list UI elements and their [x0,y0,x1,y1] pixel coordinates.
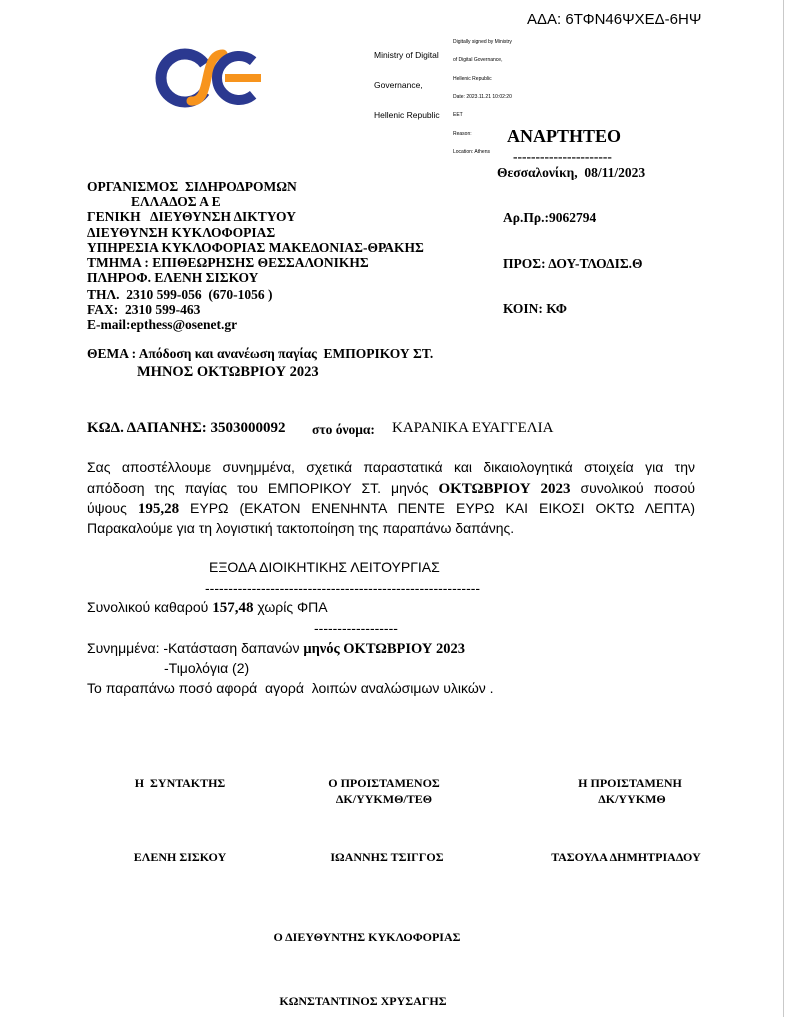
letter-text: ΕΥΡΩ (ΕΚΑΤΟΝ ΕΝΕΝΗΝΤΑ ΠΕΝΤΕ ΕΥΡΩ ΚΑΙ ΕΙΚΟΣΙ ΟΚΤΩ ΛΕΠΤΑ) [190,500,696,516]
signature-detail-line: of Digital Governance, [453,57,503,64]
digital-signature-details [453,27,512,167]
expense-code: ΚΩΔ. ΔΑΠΑΝΗΣ: 3503000092 [87,420,286,436]
sender-line: ΟΡΓΑΝΙΣΜΟΣ ΣΙΔΗΡΟΔΡΟΜΩΝ [87,179,297,194]
sender-phone: ΤΗΛ. 2310 599-056 (670-1056 ) [87,287,273,302]
letter-month-bold: ΟΚΤΩΒΡΙΟΥ 2023 [438,481,571,497]
sender-line: ΠΛΗΡΟΦ. ΕΛΕΝΗ ΣΙΣΚΟΥ [87,270,259,285]
expense-holder-name: ΚΑΡΑΝΙΚΑ ΕΥΑΓΓΕΛΙΑ [392,420,554,436]
expenses-section-rule: ----------------------------------------------------------- [205,580,481,596]
subject-line: ΘΕΜΑ : Απόδοση και ανανέωση παγίας ΕΜΠΟΡΙΚΟΥ ΣΤ. [87,346,434,361]
letter-amount-bold: 195,28 [137,501,180,517]
signatory-name: ΕΛΕΝΗ ΣΙΣΚΟΥ [133,850,227,864]
attachments-line [87,638,465,659]
protocol-number: Αρ.Πρ.:9062794 [503,210,597,225]
signatory-title: Ο ΠΡΟΙΣΤΑΜΕΝΟΣ [328,776,440,790]
signature-detail-line: EET [453,112,463,119]
letter-text: απόδοση της παγίας του ΕΜΠΟΡΙΚΟΥ ΣΤ. μηνός [87,480,429,496]
page-edge-divider [783,0,784,1017]
expenses-section-title: ΕΞΟΔΑ ΔΙΟΙΚΗΤΙΚΗΣ ΛΕΙΤΟΥΡΓΙΑΣ [209,559,440,575]
letter-text: ύψους [87,500,127,516]
signatory-title: Η ΣΥΝΤΑΚΤΗΣ [134,776,226,790]
place-date: Θεσσαλονίκη, 08/11/2023 [497,165,646,180]
sender-email: E-mail:epthess@osenet.gr [87,317,238,332]
posting-title: ΑΝΑΡΤΗΤΕΟ [507,126,622,146]
ose-logo [155,45,263,109]
letter-line [87,498,695,519]
net-total-value: 157,48 [212,600,254,616]
sender-fax: FAX: 2310 599-463 [87,302,201,317]
signature-detail-line: Hellenic Republic [453,75,492,82]
attachments-period: μηνός ΟΚΤΩΒΡΙΟΥ 2023 [303,641,466,657]
signature-detail-line: Reason: [453,130,472,137]
subject-month: ΜΗΝΟΣ ΟΚΤΩΒΡΙΟΥ 2023 [137,364,319,380]
signatory-unit: ΔΚ/ΥΥΚΜΘ/ΤΕΘ [335,792,433,806]
attachments-label: Συνημμένα: -Κατάσταση δαπανών [87,640,300,656]
posting-rule: ---------------------- [513,149,612,164]
digital-signer [374,30,440,140]
logo-e-bar [225,74,261,82]
signer-line: Hellenic Republic [374,110,440,120]
attachments-invoices: -Τιμολόγια (2) [164,660,250,676]
signer-line: Ministry of Digital [374,50,439,60]
net-total-suffix: χωρίς ΦΠΑ [257,599,328,615]
letter-line: Σας αποστέλλουμε συνημμένα, σχετικά παραστατικά και δικαιολογητικά στοιχεία για την [87,459,695,475]
signature-detail-line: Date: 2023.11.21 10:02:20 [453,94,512,101]
director-name: ΚΩΝΣΤΑΝΤΙΝΟΣ ΧΡΥΣΑΓΗΣ [279,994,447,1008]
director-title: Ο ΔΙΕΥΘΥΝΤΗΣ ΚΥΚΛΟΦΟΡΙΑΣ [273,930,461,944]
letter-line: Παρακαλούμε για τη λογιστική τακτοποίηση της παραπάνω δαπάνης. [87,520,515,536]
sender-line: ΤΜΗΜΑ : ΕΠΙΘΕΩΡΗΣΗΣ ΘΕΣΣΑΛΟΝΙΚΗΣ [87,255,369,270]
recipient: ΠΡΟΣ: ΔΟΥ-ΤΛΟΔΙΣ.Θ [503,256,643,271]
signature-detail-line: Location: Athens [453,148,490,155]
expense-note: Το παραπάνω ποσό αφορά αγορά λοιπών αναλώσιμων υλικών . [87,680,494,696]
signatory-name: ΤΑΣΟΥΛΑ ΔΗΜΗΤΡΙΑΔΟΥ [551,850,701,864]
signature-detail-line: Digitally signed by Ministry [453,39,512,46]
short-rule: ------------------ [314,620,398,636]
expense-name-label: στο όνομα: [312,422,375,437]
ada-code: ΑΔΑ: 6ΤΦΝ46ΨΧΕΔ-6ΗΨ [527,11,702,28]
signatory-unit: ΔΚ/ΥΥΚΜΘ [598,792,666,806]
sender-line: ΕΛΛΑΔΟΣ Α Ε [131,194,221,209]
signatory-name: ΙΩΑΝΝΗΣ ΤΣΙΓΓΟΣ [330,850,444,864]
signer-line: Governance, [374,80,423,90]
net-total-line [87,597,328,618]
cc-recipient: ΚΟΙΝ: ΚΦ [503,301,567,316]
sender-line: ΓΕΝΙΚΗ ΔΙΕΥΘΥΝΣΗ ΔΙΚΤΥΟΥ [87,209,296,224]
signatory-title: Η ΠΡΟΙΣΤΑΜΕΝΗ [578,776,682,790]
sender-line: ΔΙΕΥΘΥΝΣΗ ΚΥΚΛΟΦΟΡΙΑΣ [87,225,276,240]
letter-line [87,478,695,499]
letter-text: συνολικού ποσού [580,480,696,496]
sender-line: ΥΠΗΡΕΣΙΑ ΚΥΚΛΟΦΟΡΙΑΣ ΜΑΚΕΔΟΝΙΑΣ-ΘΡΑΚΗΣ [87,240,424,255]
net-total-label: Συνολικού καθαρού [87,599,209,615]
